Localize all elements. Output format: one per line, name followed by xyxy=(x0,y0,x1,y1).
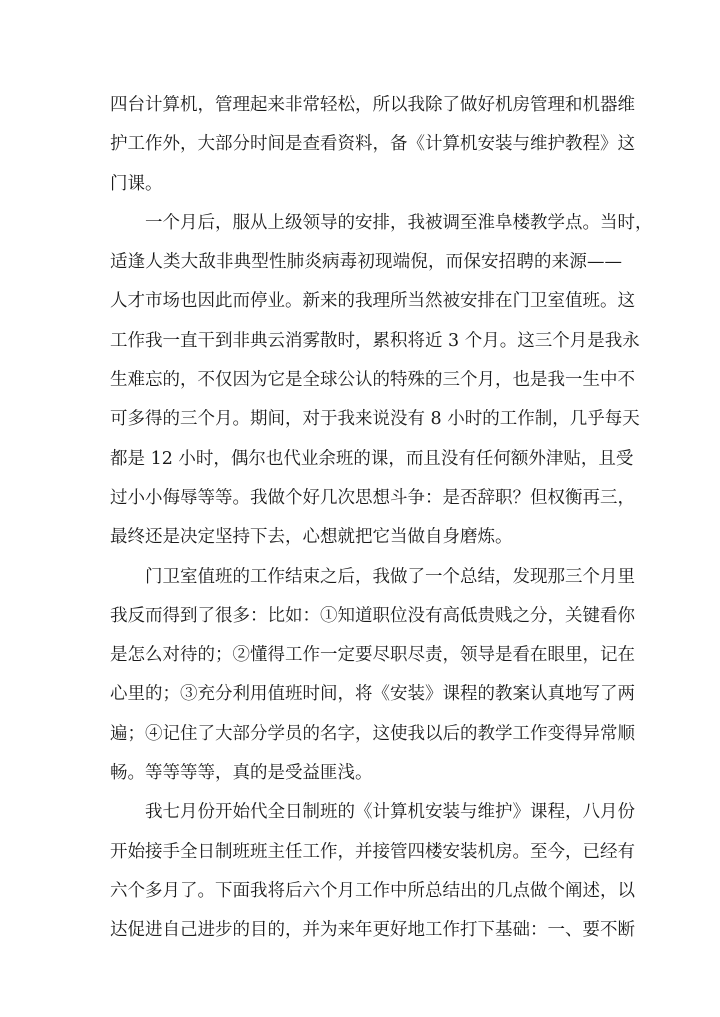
text-line: 门卫室值班的工作结束之后，我做了一个总结，发现那三个月里 xyxy=(145,566,635,587)
text-line: 是怎么对待的；②懂得工作一定要尽职尽责，领导是看在眼里，记在 xyxy=(110,645,635,666)
text-line: 过小小侮辱等等。我做个好几次思想斗争：是否辞职？但权衡再三， xyxy=(110,487,635,508)
text-line: 四台计算机，管理起来非常轻松，所以我除了做好机房管理和机器维 xyxy=(110,95,635,115)
text-line: 人才市场也因此而停业。新来的我理所当然被安排在门卫室值班。这 xyxy=(110,291,635,312)
paragraph-3 xyxy=(110,558,635,794)
text-line: 心里的；③充分利用值班时间，将《安装》课程的教案认真地写了两 xyxy=(110,684,635,705)
text-line: 可多得的三个月。期间，对于我来说没有 8 小时的工作制，几乎每天 xyxy=(110,409,640,430)
paragraph-2 xyxy=(110,204,653,558)
text-line: 六个多月了。下面我将后六个月工作中所总结出的几点做个阐述，以 xyxy=(110,880,635,901)
paragraph-1 xyxy=(110,86,635,204)
text-line: 护工作外，大部分时间是查看资料，备《计算机安装与维护教程》这 xyxy=(110,134,635,155)
text-line: 遍；④记住了大部分学员的名字，这使我以后的教学工作变得异常顺 xyxy=(110,723,635,744)
text-line: 工作我一直干到非典云消雾散时，累积将近 3 个月。这三个月是我永 xyxy=(110,330,640,351)
text-line: 我七月份开始代全日制班的《计算机安装与维护》课程，八月份 xyxy=(145,802,635,823)
text-line: 都是 12 小时，偶尔也代业余班的课，而且没有任何额外津贴，且受 xyxy=(110,448,634,469)
text-line: 生难忘的，不仅因为它是全球公认的特殊的三个月，也是我一生中不 xyxy=(110,370,635,391)
text-line: 开始接手全日制班班主任工作，并接管四楼安装机房。至今，已经有 xyxy=(110,841,635,862)
text-line: 适逢人类大敌非典型性肺炎病毒初现端倪，而保安招聘的来源—— xyxy=(110,252,622,273)
paragraph-4 xyxy=(110,793,635,950)
document-body xyxy=(110,86,653,951)
text-line: 门课。 xyxy=(110,173,163,194)
text-line: 达促进自己进步的目的，并为来年更好地工作打下基础：一、要不断 xyxy=(110,920,635,941)
text-line: 最终还是决定坚持下去，心想就把它当做自身磨炼。 xyxy=(110,527,513,548)
text-line: 一个月后，服从上级领导的安排，我被调至淮阜楼教学点。当时， xyxy=(145,212,653,233)
text-line: 我反而得到了很多：比如：①知道职位没有高低贵贱之分，关键看你 xyxy=(110,605,635,626)
text-line: 畅。等等等等，真的是受益匪浅。 xyxy=(110,763,373,784)
